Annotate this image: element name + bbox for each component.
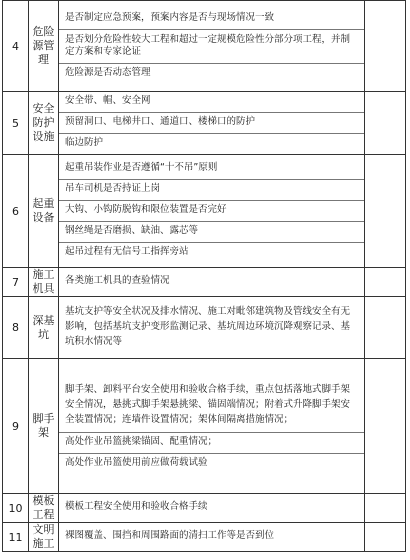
- row-items: [59, 523, 365, 552]
- row-number: 10: [3, 494, 29, 523]
- check-item: 高处作业吊篮使用前应做荷载试验: [65, 456, 208, 468]
- row-number: 11: [3, 523, 29, 552]
- result-cell: [365, 92, 406, 155]
- row-number: 9: [3, 359, 29, 494]
- row-category: 模板工程: [29, 494, 59, 523]
- result-cell: [365, 1, 406, 92]
- check-item: 预留洞口、电梯井口、通道口、楼梯口的防护: [59, 113, 364, 134]
- row-category: 深基坑: [29, 297, 59, 359]
- row-category: 脚手架: [29, 359, 59, 494]
- row-number: 4: [3, 1, 29, 92]
- result-cell: [365, 494, 406, 523]
- check-item: 钢丝绳是否磨损、缺油、露芯等: [59, 222, 364, 243]
- row-items: [59, 268, 365, 297]
- check-item: 危险源是否动态管理: [65, 66, 151, 78]
- check-item: 起重吊装作业是否遵循“十不吊”原则: [59, 159, 364, 180]
- result-cell: [365, 268, 406, 297]
- row-items: [59, 155, 365, 268]
- check-item: 裸图覆盖、围挡和周围路面的清扫工作等是否到位: [65, 530, 275, 541]
- result-cell: [365, 523, 406, 552]
- row-category: 起重设备: [29, 155, 59, 268]
- row-number: 5: [3, 92, 29, 155]
- result-cell: [365, 155, 406, 268]
- row-items: [59, 1, 365, 92]
- check-item: 安全带、帽、安全网: [59, 92, 364, 113]
- result-cell: [365, 297, 406, 359]
- table-row: [3, 268, 406, 297]
- row-number: 6: [3, 155, 29, 268]
- check-item: 是否划分危险性较大工程和超过一定规模危险性分部分项工程，并制定方案和专家论证: [59, 30, 364, 64]
- check-item: 各类施工机具的查验情况: [65, 275, 170, 286]
- table-row: [3, 1, 406, 92]
- check-item: 临边防护: [65, 137, 104, 148]
- row-category: 安全防护设施: [29, 92, 59, 155]
- table-row: [3, 494, 406, 523]
- row-category: 文明施工: [29, 523, 59, 552]
- table-row: [3, 359, 406, 494]
- row-items: [59, 494, 365, 523]
- check-item: 基坑支护等安全状况及排水情况、施工对毗邻建筑物及管线安全有无影响，包括基坑支护变形监测记录、基坑周边环境沉降观察记录、基坑积水情况等: [65, 306, 351, 347]
- row-items: [59, 92, 365, 155]
- inspection-checklist-table: [2, 0, 406, 552]
- row-category: 危险源管理: [29, 1, 59, 92]
- table-row: [3, 92, 406, 155]
- check-item: 高处作业吊篮挑梁锚固、配重情况；: [59, 433, 364, 454]
- table-row: [3, 155, 406, 268]
- table-row: [3, 523, 406, 552]
- result-cell: [365, 359, 406, 494]
- row-number: 7: [3, 268, 29, 297]
- row-items: [59, 359, 365, 494]
- check-item: 脚手架、卸料平台安全使用和验收合格手续，重点包括落地式脚手架安全情况，悬挑式脚手架悬挑梁、锚固端情况；附着式升降脚手架安全装置情况；连墙件设置情况；架体间隔离措施情况；: [59, 379, 364, 433]
- check-item: 是否制定应急预案，预案内容是否与现场情况一致: [59, 9, 364, 30]
- row-category: 施工机具: [29, 268, 59, 297]
- check-item: 大钩、小钩防脱钩和限位装置是否完好: [59, 201, 364, 222]
- check-item: 模板工程安全使用和验收合格手续: [65, 501, 208, 512]
- row-items: [59, 297, 365, 359]
- check-item: 吊车司机是否持证上岗: [59, 180, 364, 201]
- check-item: 起吊过程有无信号工指挥旁站: [65, 246, 189, 257]
- table-row: [3, 297, 406, 359]
- row-number: 8: [3, 297, 29, 359]
